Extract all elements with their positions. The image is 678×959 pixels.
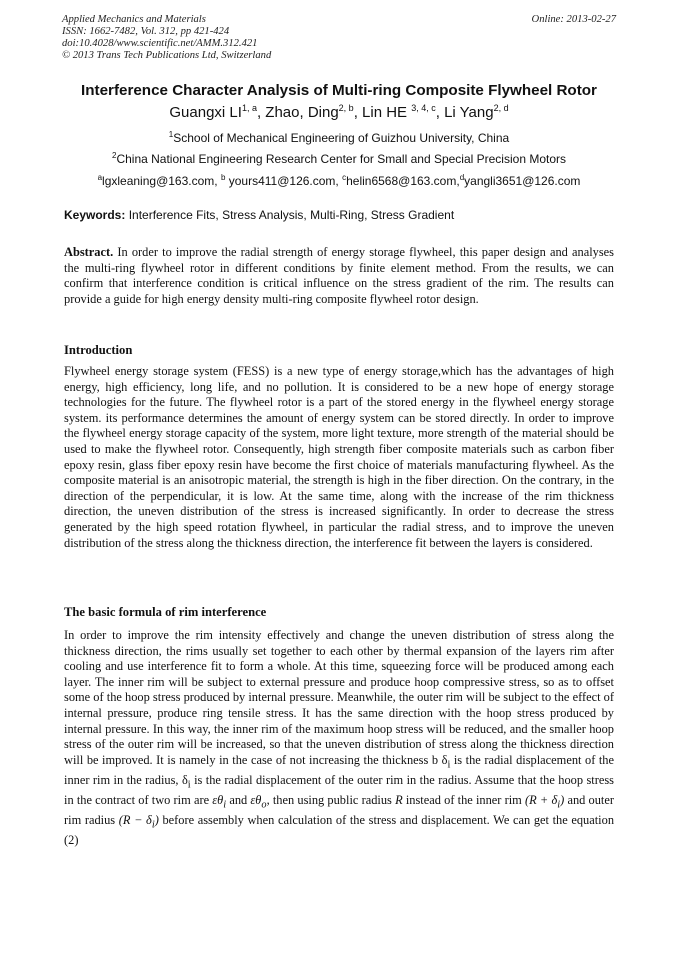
- author-name: Li Yang: [444, 104, 494, 121]
- equation-inner-radius: [525, 792, 565, 811]
- eq-symbol: ): [560, 792, 565, 807]
- email-sup: c: [342, 173, 347, 182]
- introduction-text: Flywheel energy storage system (FESS) is a new type of energy storage,which has the advantages of high energy, high efficiency, long life, and no pollution. It is considered to be a new hope of energy storage technologies for the future. The flywheel rotor is a part of the stored energy in the flywheel energy storage system. its performance determines the amount of energy system can be stored directly. In order to improve the flywheel energy storage capacity of the system, more light texture, more strength of the material should be used to make the flywheel rotor. Consequently, high strength fiber composite materials such as carbon fiber epoxy resin, glass fiber epoxy resin have become the first choice of materials manufacturing flywheel. As the composite material is an anisotropic material, the strength is high in the fiber direction. On the contrary, in the direction of the perpendicular, it is low. At the same time, along with the increase of the rim thickness direction, the uneven distribution of the stress is increased significantly. In order to decrease the stress generated by the high speed rotation flywheel, in particular the radial stress, and to improve the uneven distribution of the stress along the thickness direction, the interference fit between the layers is considered.: [64, 364, 614, 550]
- email: yangli3651@126.com: [464, 174, 581, 188]
- affiliation-text: School of Mechanical Engineering of Guizhou University, China: [173, 131, 510, 145]
- author-sup: 1, a: [241, 103, 257, 113]
- equation-outer-radius: [118, 812, 159, 831]
- equation-radius: R: [395, 792, 403, 807]
- eq-symbol: εθ: [212, 792, 224, 807]
- equation-hoop-outer: [250, 792, 267, 811]
- abstract-label: Abstract.: [64, 245, 114, 259]
- keywords-label: Keywords:: [64, 208, 126, 222]
- author-sup: 3, 4, c: [411, 103, 436, 113]
- eq-symbol: (R − δ: [118, 812, 152, 827]
- eq-symbol: εθ: [250, 792, 262, 807]
- text-run: before assembly when calculation of the stress and displacement. We can get the equation (2): [64, 812, 615, 847]
- equation-hoop-inner: [212, 792, 227, 811]
- author-name: Lin HE: [362, 104, 408, 121]
- issn-line: ISSN: 1662-7482, Vol. 312, pp 421-424: [62, 26, 230, 37]
- email-sup: a: [97, 173, 103, 182]
- eq-symbol: (R + δ: [525, 792, 558, 807]
- subscript: i: [187, 779, 191, 791]
- author-sup: 2, d: [493, 103, 509, 113]
- text-run: and: [226, 792, 251, 807]
- email-line: [0, 174, 678, 188]
- eq-symbol: ): [154, 812, 159, 827]
- journal-name: Applied Mechanics and Materials: [62, 14, 206, 25]
- email: yours411@126.com,: [225, 174, 343, 188]
- section-text: [64, 628, 614, 849]
- email: helin6568@163.com,: [346, 174, 460, 188]
- email-sup: d: [459, 173, 465, 182]
- text-run: , then using public radius: [266, 792, 396, 807]
- text-run: and outer rim radius: [64, 792, 614, 827]
- email: lgxleaning@163.com,: [102, 174, 221, 188]
- subscript: i: [447, 759, 451, 771]
- text-run: instead of the inner rim: [402, 792, 526, 807]
- keywords: [64, 208, 616, 222]
- author-list: Guangxi LI$^{1, a}$, Zhao, Ding$^{2, b}$, Lin HE $^{3, 4, c}$, Li Yang$^{2, d}$: [169, 103, 509, 121]
- email-sup: b: [220, 173, 226, 182]
- text-run: is the radial displacement of the outer rim in the radius. Assume that the hoop stress in the contract of two rim are: [64, 772, 615, 807]
- introduction-heading: Introduction: [64, 343, 133, 357]
- eq-sub: i: [557, 799, 561, 811]
- affiliation-sup: 1: [168, 130, 174, 139]
- affiliation-sup: 2: [111, 151, 117, 160]
- online-date: Online: 2013-02-27: [531, 14, 616, 25]
- affiliation-2: [0, 152, 678, 166]
- eq-sub: i: [223, 799, 227, 811]
- journal-header: [62, 14, 616, 62]
- keywords-text: Interference Fits, Stress Analysis, Multi-Ring, Stress Gradient: [128, 208, 455, 222]
- text-run: is the radial displacement of the inner rim in the radius, δ: [64, 752, 614, 787]
- copyright-line: © 2013 Trans Tech Publications Ltd, Switzerland: [62, 50, 272, 61]
- author-sup: 2, b: [338, 103, 354, 113]
- text-run: In order to improve the rim intensity effectively and change the uneven distribution of stress along the thickness direction, the rims usually set together to each other by thermal expansion of the layers rim after cooling and use interference fit to form a whole. At this time, squeezing force will be produced among each layer. The inner rim will be subject to external pressure and produce hoop compressive stress, so as to offset some of the hoop stress produced by internal pressure. Meanwhile, the outer rim will be subject to the effect of internal pressure, produce ring tensile stress. It has the same direction with the hoop stress produced by internal pressure. In this way, the inner rim of the maximum hoop stress will be reduced, and the smaller hoop stress of the outer rim will be increased, so that the uneven distribution of stress along the thickness direction will be improved. It is namely in the case of not increasing the thickness b δ: [64, 628, 614, 767]
- author-name: Guangxi LI: [169, 104, 242, 121]
- eq-sub: o: [261, 799, 267, 811]
- abstract-text: In order to improve the radial strength of energy storage flywheel, this paper design and analyses the multi-ring flywheel rotor in different conditions by finite element method. From the results, we can confirm that interference condition is critical influence on the stress gradient of the rim. The results can provide a guide for high energy density multi-ring composite flywheel rotor design.: [64, 245, 614, 306]
- eq-sub: i: [151, 819, 155, 831]
- affiliation-1: [0, 131, 678, 145]
- section-heading: The basic formula of rim interference: [64, 605, 267, 619]
- doi-line: doi:10.4028/www.scientific.net/AMM.312.421: [62, 38, 258, 49]
- affiliation-text: China National Engineering Research Center for Small and Special Precision Motors: [116, 152, 566, 166]
- paper-title: Interference Character Analysis of Multi-ring Composite Flywheel Rotor: [81, 82, 597, 99]
- author-name: Zhao, Ding: [265, 104, 339, 121]
- abstract: [64, 245, 614, 307]
